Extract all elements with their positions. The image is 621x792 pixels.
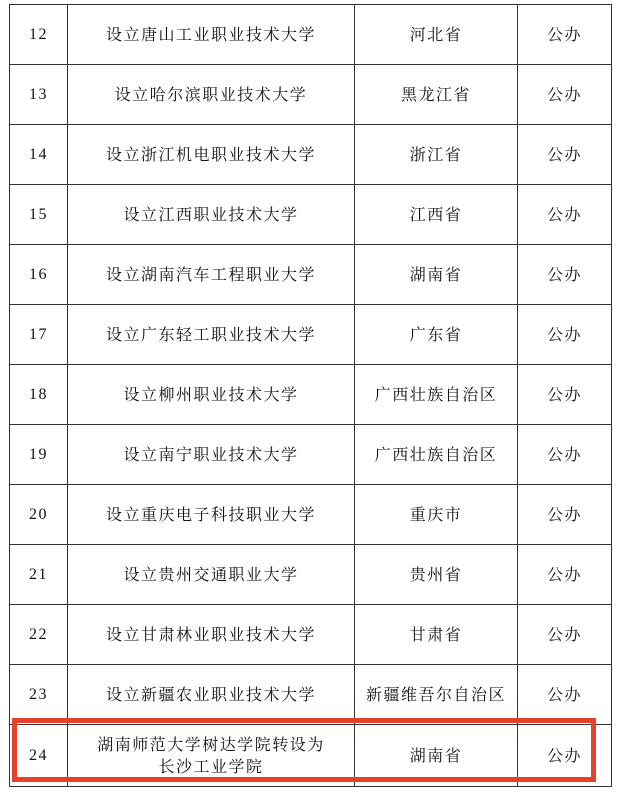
row-number: 15 [10, 185, 68, 245]
region: 甘肃省 [355, 605, 518, 665]
row-number: 16 [10, 245, 68, 305]
region: 江西省 [355, 185, 518, 245]
row-number: 22 [10, 605, 68, 665]
table-row [10, 665, 612, 725]
row-number: 12 [10, 5, 68, 65]
row-number: 14 [10, 125, 68, 185]
table-row [10, 425, 612, 485]
table-row [10, 125, 612, 185]
table-row [10, 185, 612, 245]
table-row-highlighted [10, 725, 612, 787]
row-number: 20 [10, 485, 68, 545]
row-number: 21 [10, 545, 68, 605]
region: 贵州省 [355, 545, 518, 605]
project-name: 设立哈尔滨职业技术大学 [68, 65, 355, 125]
school-type: 公办 [518, 245, 612, 305]
table-row [10, 365, 612, 425]
table-row [10, 65, 612, 125]
table-row [10, 245, 612, 305]
project-name: 设立南宁职业技术大学 [68, 425, 355, 485]
project-name: 设立唐山工业职业技术大学 [68, 5, 355, 65]
school-type: 公办 [518, 365, 612, 425]
project-name [68, 725, 355, 787]
region: 浙江省 [355, 125, 518, 185]
region: 广东省 [355, 305, 518, 365]
school-type: 公办 [518, 605, 612, 665]
table-row [10, 605, 612, 665]
table-row [10, 5, 612, 65]
project-name: 设立浙江机电职业技术大学 [68, 125, 355, 185]
region: 广西壮族自治区 [355, 365, 518, 425]
project-name: 设立贵州交通职业大学 [68, 545, 355, 605]
school-type: 公办 [518, 185, 612, 245]
row-number: 17 [10, 305, 68, 365]
school-type: 公办 [518, 725, 612, 787]
school-type: 公办 [518, 305, 612, 365]
project-name: 设立新疆农业职业技术大学 [68, 665, 355, 725]
school-type: 公办 [518, 545, 612, 605]
region: 湖南省 [355, 725, 518, 787]
table-row [10, 545, 612, 605]
school-type: 公办 [518, 485, 612, 545]
row-number: 13 [10, 65, 68, 125]
region: 黑龙江省 [355, 65, 518, 125]
table-row [10, 305, 612, 365]
region: 河北省 [355, 5, 518, 65]
row-number: 23 [10, 665, 68, 725]
project-name-line-1: 湖南师范大学树达学院转设为 [97, 734, 325, 754]
project-name: 设立湖南汽车工程职业大学 [68, 245, 355, 305]
project-name: 设立甘肃林业职业技术大学 [68, 605, 355, 665]
school-type: 公办 [518, 65, 612, 125]
table-row [10, 485, 612, 545]
region: 广西壮族自治区 [355, 425, 518, 485]
project-name-line-2: 长沙工业学院 [158, 756, 264, 776]
row-number: 24 [10, 725, 68, 787]
school-type: 公办 [518, 5, 612, 65]
row-number: 18 [10, 365, 68, 425]
region: 重庆市 [355, 485, 518, 545]
project-name: 设立广东轻工职业技术大学 [68, 305, 355, 365]
region: 湖南省 [355, 245, 518, 305]
project-name: 设立柳州职业技术大学 [68, 365, 355, 425]
row-number: 19 [10, 425, 68, 485]
school-type: 公办 [518, 125, 612, 185]
universities-table [9, 4, 612, 787]
school-type: 公办 [518, 425, 612, 485]
project-name: 设立江西职业技术大学 [68, 185, 355, 245]
region: 新疆维吾尔自治区 [355, 665, 518, 725]
school-type: 公办 [518, 665, 612, 725]
project-name: 设立重庆电子科技职业大学 [68, 485, 355, 545]
